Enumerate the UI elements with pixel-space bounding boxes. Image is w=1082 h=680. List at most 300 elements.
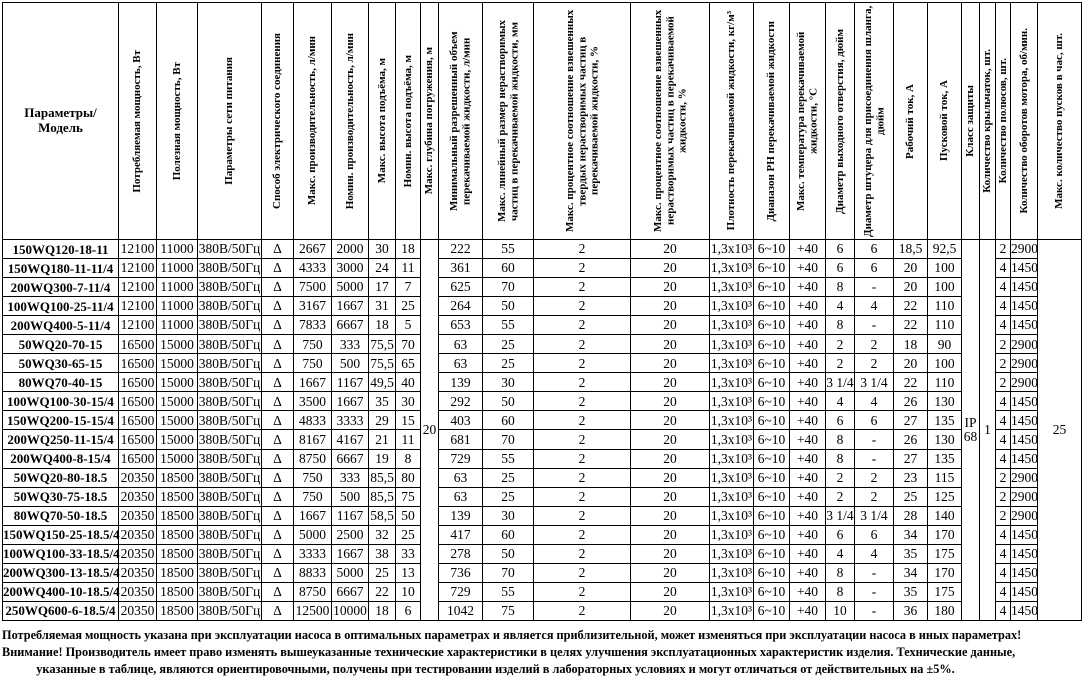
cell-i-start: 130 — [928, 392, 962, 411]
header-density: Плотность перекачиваемой жидкости, кг/м³ — [710, 3, 754, 240]
cell-outlet: 6 — [826, 259, 855, 278]
cell-poles: 4 — [996, 563, 1011, 582]
cell-model: 250WQ600-6-18.5/4 — [3, 601, 119, 620]
cell-solid-pct: 2 — [534, 335, 631, 354]
header-q-nom: Номин. производительность, л/мин — [332, 3, 369, 240]
header-starts: Макс. количество пусков в час, шт. — [1038, 3, 1082, 240]
cell-density: 1,3x10³ — [710, 430, 754, 449]
cell-h-max: 21 — [369, 430, 396, 449]
cell-ph: 6~10 — [754, 259, 790, 278]
cell-h-nom: 30 — [396, 392, 421, 411]
cell-supply: 380В/50Гц — [198, 544, 262, 563]
header-temp: Макс. температура перекачиваемой жидкости, °С — [790, 3, 826, 240]
cell-power-in: 12100 — [119, 316, 157, 335]
cell-particle: 75 — [483, 601, 534, 620]
cell-temp: +40 — [790, 601, 826, 620]
cell-min-volume: 139 — [439, 506, 483, 525]
cell-susp-pct: 20 — [631, 392, 710, 411]
cell-i-work: 26 — [894, 430, 928, 449]
cell-q-max: 1667 — [294, 373, 332, 392]
cell-h-max: 49,5 — [369, 373, 396, 392]
cell-supply: 380В/50Гц — [198, 373, 262, 392]
header-model: Параметры/ Модель — [3, 3, 119, 240]
cell-temp: +40 — [790, 316, 826, 335]
cell-q-max: 3500 — [294, 392, 332, 411]
cell-ph: 6~10 — [754, 487, 790, 506]
cell-h-max: 38 — [369, 544, 396, 563]
cell-hose: 4 — [855, 544, 894, 563]
cell-q-max: 8833 — [294, 563, 332, 582]
cell-susp-pct: 20 — [631, 297, 710, 316]
cell-model: 80WQ70-40-15 — [3, 373, 119, 392]
cell-impellers: 1 — [980, 240, 996, 621]
cell-temp: +40 — [790, 259, 826, 278]
header-supply: Параметры сети питания — [198, 3, 262, 240]
cell-min-volume: 681 — [439, 430, 483, 449]
cell-density: 1,3x10³ — [710, 563, 754, 582]
cell-power-in: 20350 — [119, 601, 157, 620]
cell-supply: 380В/50Гц — [198, 601, 262, 620]
cell-rpm: 2900 — [1011, 240, 1038, 259]
cell-h-max: 29 — [369, 411, 396, 430]
cell-i-work: 20 — [894, 259, 928, 278]
cell-ph: 6~10 — [754, 297, 790, 316]
cell-model: 200WQ400-8-15/4 — [3, 449, 119, 468]
cell-rpm: 2900 — [1011, 354, 1038, 373]
table-row — [3, 278, 1082, 297]
cell-min-volume: 625 — [439, 278, 483, 297]
cell-power-in: 20350 — [119, 582, 157, 601]
cell-connection: Δ — [262, 259, 294, 278]
cell-susp-pct: 20 — [631, 411, 710, 430]
cell-power-out: 11000 — [157, 316, 198, 335]
cell-rpm: 1450 — [1011, 392, 1038, 411]
cell-model: 150WQ150-25-18.5/4 — [3, 525, 119, 544]
cell-temp: +40 — [790, 525, 826, 544]
cell-poles: 4 — [996, 297, 1011, 316]
cell-outlet: 2 — [826, 468, 855, 487]
cell-hose: 2 — [855, 487, 894, 506]
cell-hose: 2 — [855, 468, 894, 487]
cell-h-nom: 70 — [396, 335, 421, 354]
cell-q-nom: 333 — [332, 468, 369, 487]
cell-ph: 6~10 — [754, 373, 790, 392]
cell-q-max: 3167 — [294, 297, 332, 316]
cell-q-nom: 6667 — [332, 449, 369, 468]
cell-h-nom: 8 — [396, 449, 421, 468]
cell-particle: 70 — [483, 563, 534, 582]
footnotes — [2, 627, 1022, 678]
cell-susp-pct: 20 — [631, 563, 710, 582]
cell-poles: 2 — [996, 354, 1011, 373]
cell-supply: 380В/50Гц — [198, 297, 262, 316]
table-row — [3, 487, 1082, 506]
cell-rpm: 2900 — [1011, 468, 1038, 487]
cell-power-in: 16500 — [119, 373, 157, 392]
power-note: Потребляемая мощность указана при эксплуатации насоса в оптимальных параметрах и является приблизительной, может изменяться при эксплуатации насоса в иных параметрах! — [2, 628, 1022, 642]
cell-i-start: 170 — [928, 525, 962, 544]
cell-supply: 380В/50Гц — [198, 468, 262, 487]
cell-i-work: 18 — [894, 335, 928, 354]
cell-h-max: 22 — [369, 582, 396, 601]
cell-i-work: 27 — [894, 449, 928, 468]
cell-q-max: 750 — [294, 468, 332, 487]
cell-min-volume: 653 — [439, 316, 483, 335]
table-row — [3, 544, 1082, 563]
cell-connection: Δ — [262, 506, 294, 525]
cell-connection: Δ — [262, 240, 294, 259]
cell-protection-class: IP 68 — [962, 240, 980, 621]
cell-power-out: 18500 — [157, 544, 198, 563]
cell-h-max: 25 — [369, 563, 396, 582]
cell-supply: 380В/50Гц — [198, 240, 262, 259]
cell-density: 1,3x10³ — [710, 373, 754, 392]
table-row — [3, 563, 1082, 582]
cell-outlet: 10 — [826, 601, 855, 620]
header-min-volume: Минимальный разрешенный объем перекачиваемой жидкости, л/мин — [439, 3, 483, 240]
cell-h-nom: 33 — [396, 544, 421, 563]
cell-density: 1,3x10³ — [710, 278, 754, 297]
cell-outlet: 8 — [826, 278, 855, 297]
cell-h-nom: 25 — [396, 525, 421, 544]
cell-connection: Δ — [262, 316, 294, 335]
cell-min-volume: 63 — [439, 335, 483, 354]
cell-poles: 4 — [996, 544, 1011, 563]
cell-q-nom: 5000 — [332, 563, 369, 582]
cell-temp: +40 — [790, 373, 826, 392]
cell-q-nom: 1667 — [332, 392, 369, 411]
cell-density: 1,3x10³ — [710, 354, 754, 373]
cell-i-work: 18,5 — [894, 240, 928, 259]
cell-h-max: 31 — [369, 297, 396, 316]
cell-power-in: 20350 — [119, 506, 157, 525]
cell-poles: 4 — [996, 449, 1011, 468]
cell-power-in: 12100 — [119, 278, 157, 297]
header-h-nom: Номин. высота подъёма, м — [396, 3, 421, 240]
cell-susp-pct: 20 — [631, 544, 710, 563]
cell-supply: 380В/50Гц — [198, 316, 262, 335]
cell-i-work: 35 — [894, 544, 928, 563]
cell-connection: Δ — [262, 601, 294, 620]
cell-rpm: 1450 — [1011, 278, 1038, 297]
cell-q-max: 4833 — [294, 411, 332, 430]
cell-connection: Δ — [262, 582, 294, 601]
cell-model: 200WQ400-10-18.5/4 — [3, 582, 119, 601]
cell-q-max: 1667 — [294, 506, 332, 525]
header-rpm: Количество оборотов мотора, об/мин. — [1011, 3, 1038, 240]
cell-particle: 55 — [483, 316, 534, 335]
cell-connection: Δ — [262, 525, 294, 544]
cell-q-max: 4333 — [294, 259, 332, 278]
cell-rpm: 1450 — [1011, 563, 1038, 582]
cell-rpm: 1450 — [1011, 430, 1038, 449]
cell-min-volume: 729 — [439, 582, 483, 601]
cell-outlet: 4 — [826, 392, 855, 411]
cell-i-work: 27 — [894, 411, 928, 430]
cell-particle: 55 — [483, 240, 534, 259]
cell-solid-pct: 2 — [534, 411, 631, 430]
cell-min-volume: 278 — [439, 544, 483, 563]
cell-i-start: 140 — [928, 506, 962, 525]
cell-connection: Δ — [262, 297, 294, 316]
cell-power-in: 16500 — [119, 411, 157, 430]
cell-temp: +40 — [790, 240, 826, 259]
header-max-depth: Макс. глубина погружения, м — [421, 3, 439, 240]
cell-i-start: 175 — [928, 544, 962, 563]
cell-density: 1,3x10³ — [710, 487, 754, 506]
cell-i-start: 92,5 — [928, 240, 962, 259]
cell-connection: Δ — [262, 373, 294, 392]
cell-power-out: 15000 — [157, 430, 198, 449]
header-solid-pct: Макс. процентное соотношение взвешенных твердых нерастворимых частиц в перекачиваемой жидкости, % — [534, 3, 631, 240]
cell-solid-pct: 2 — [534, 430, 631, 449]
cell-supply: 380В/50Гц — [198, 487, 262, 506]
cell-h-nom: 6 — [396, 601, 421, 620]
cell-particle: 25 — [483, 468, 534, 487]
cell-temp: +40 — [790, 544, 826, 563]
cell-q-nom: 4167 — [332, 430, 369, 449]
cell-temp: +40 — [790, 278, 826, 297]
table-row — [3, 582, 1082, 601]
cell-susp-pct: 20 — [631, 335, 710, 354]
cell-outlet: 6 — [826, 525, 855, 544]
cell-h-nom: 18 — [396, 240, 421, 259]
cell-i-work: 26 — [894, 392, 928, 411]
cell-q-max: 8167 — [294, 430, 332, 449]
cell-poles: 2 — [996, 373, 1011, 392]
cell-model: 50WQ30-65-15 — [3, 354, 119, 373]
cell-supply: 380В/50Гц — [198, 430, 262, 449]
cell-power-out: 15000 — [157, 392, 198, 411]
header-q-max: Макс. производительность, л/мин — [294, 3, 332, 240]
cell-model: 100WQ100-33-18.5/4 — [3, 544, 119, 563]
cell-solid-pct: 2 — [534, 297, 631, 316]
cell-model: 200WQ300-7-11/4 — [3, 278, 119, 297]
cell-q-nom: 6667 — [332, 316, 369, 335]
cell-min-volume: 222 — [439, 240, 483, 259]
cell-hose: 4 — [855, 392, 894, 411]
cell-ph: 6~10 — [754, 411, 790, 430]
cell-hose: 6 — [855, 411, 894, 430]
cell-connection: Δ — [262, 544, 294, 563]
cell-power-out: 11000 — [157, 259, 198, 278]
cell-density: 1,3x10³ — [710, 259, 754, 278]
cell-outlet: 2 — [826, 335, 855, 354]
warning-note: Внимание! Производитель имеет право изменять вышеуказанные технические характеристики в целях улучшения эксплуатационных характеристик изделия. Технические данные, — [2, 645, 1016, 659]
table-row — [3, 430, 1082, 449]
header-connection: Способ электрического соединения — [262, 3, 294, 240]
cell-particle: 25 — [483, 354, 534, 373]
cell-i-start: 170 — [928, 563, 962, 582]
cell-power-in: 20350 — [119, 525, 157, 544]
cell-max-depth: 20 — [421, 240, 439, 621]
cell-supply: 380В/50Гц — [198, 354, 262, 373]
cell-q-nom: 2000 — [332, 240, 369, 259]
cell-density: 1,3x10³ — [710, 449, 754, 468]
cell-density: 1,3x10³ — [710, 468, 754, 487]
cell-outlet: 2 — [826, 487, 855, 506]
header-i-work: Рабочий ток, А — [894, 3, 928, 240]
cell-q-nom: 3000 — [332, 259, 369, 278]
cell-susp-pct: 20 — [631, 468, 710, 487]
cell-min-volume: 729 — [439, 449, 483, 468]
cell-h-nom: 15 — [396, 411, 421, 430]
cell-model: 150WQ200-15-15/4 — [3, 411, 119, 430]
cell-rpm: 1450 — [1011, 316, 1038, 335]
cell-poles: 4 — [996, 582, 1011, 601]
cell-min-volume: 736 — [439, 563, 483, 582]
cell-ph: 6~10 — [754, 506, 790, 525]
cell-poles: 4 — [996, 411, 1011, 430]
cell-q-max: 8750 — [294, 449, 332, 468]
header-hose: Диаметр штуцера для присоединения шланга, дюйм — [855, 3, 894, 240]
cell-solid-pct: 2 — [534, 506, 631, 525]
cell-poles: 2 — [996, 468, 1011, 487]
cell-temp: +40 — [790, 506, 826, 525]
cell-connection: Δ — [262, 354, 294, 373]
cell-particle: 30 — [483, 506, 534, 525]
cell-temp: +40 — [790, 487, 826, 506]
cell-susp-pct: 20 — [631, 240, 710, 259]
cell-hose: 3 1/4 — [855, 373, 894, 392]
cell-density: 1,3x10³ — [710, 544, 754, 563]
cell-hose: - — [855, 449, 894, 468]
cell-outlet: 6 — [826, 411, 855, 430]
cell-h-max: 30 — [369, 240, 396, 259]
cell-i-start: 130 — [928, 430, 962, 449]
cell-h-nom: 7 — [396, 278, 421, 297]
cell-ph: 6~10 — [754, 582, 790, 601]
cell-power-out: 11000 — [157, 278, 198, 297]
cell-rpm: 1450 — [1011, 582, 1038, 601]
cell-connection: Δ — [262, 430, 294, 449]
cell-q-nom: 3333 — [332, 411, 369, 430]
cell-susp-pct: 20 — [631, 259, 710, 278]
cell-rpm: 1450 — [1011, 259, 1038, 278]
cell-solid-pct: 2 — [534, 316, 631, 335]
header-ph: Диапазон PH перекачиваемой жидкости — [754, 3, 790, 240]
cell-outlet: 8 — [826, 582, 855, 601]
cell-particle: 55 — [483, 582, 534, 601]
cell-i-work: 28 — [894, 506, 928, 525]
cell-solid-pct: 2 — [534, 392, 631, 411]
cell-ph: 6~10 — [754, 544, 790, 563]
cell-supply: 380В/50Гц — [198, 335, 262, 354]
cell-particle: 55 — [483, 449, 534, 468]
cell-solid-pct: 2 — [534, 525, 631, 544]
cell-rpm: 1450 — [1011, 449, 1038, 468]
cell-ph: 6~10 — [754, 430, 790, 449]
cell-power-out: 15000 — [157, 449, 198, 468]
cell-i-start: 110 — [928, 373, 962, 392]
cell-particle: 70 — [483, 430, 534, 449]
cell-particle: 50 — [483, 392, 534, 411]
accuracy-note: указанные в таблице, являются ориентировочными, получены при тестировании изделий в лабораторных условиях и могут отличаться от действительных на ±5%. — [36, 662, 955, 676]
cell-density: 1,3x10³ — [710, 392, 754, 411]
cell-particle: 60 — [483, 525, 534, 544]
cell-h-nom: 25 — [396, 297, 421, 316]
cell-model: 50WQ30-75-18.5 — [3, 487, 119, 506]
cell-rpm: 1450 — [1011, 411, 1038, 430]
table-row — [3, 468, 1082, 487]
cell-power-in: 16500 — [119, 335, 157, 354]
cell-h-max: 18 — [369, 316, 396, 335]
cell-density: 1,3x10³ — [710, 240, 754, 259]
cell-h-max: 19 — [369, 449, 396, 468]
cell-h-nom: 65 — [396, 354, 421, 373]
table-row — [3, 392, 1082, 411]
cell-density: 1,3x10³ — [710, 582, 754, 601]
table-row — [3, 373, 1082, 392]
cell-power-out: 18500 — [157, 582, 198, 601]
header-power-in: Потребляемая мощность, Вт — [119, 3, 157, 240]
cell-poles: 4 — [996, 430, 1011, 449]
cell-model: 100WQ100-30-15/4 — [3, 392, 119, 411]
cell-ph: 6~10 — [754, 525, 790, 544]
cell-hose: 6 — [855, 525, 894, 544]
cell-h-nom: 11 — [396, 430, 421, 449]
cell-power-out: 11000 — [157, 240, 198, 259]
cell-connection: Δ — [262, 449, 294, 468]
cell-power-out: 15000 — [157, 373, 198, 392]
table-row — [3, 506, 1082, 525]
cell-solid-pct: 2 — [534, 468, 631, 487]
cell-rpm: 1450 — [1011, 297, 1038, 316]
cell-outlet: 8 — [826, 563, 855, 582]
cell-q-max: 750 — [294, 354, 332, 373]
cell-hose: 2 — [855, 335, 894, 354]
cell-density: 1,3x10³ — [710, 335, 754, 354]
cell-h-max: 85,5 — [369, 487, 396, 506]
cell-min-volume: 264 — [439, 297, 483, 316]
cell-power-in: 16500 — [119, 392, 157, 411]
cell-density: 1,3x10³ — [710, 297, 754, 316]
cell-solid-pct: 2 — [534, 240, 631, 259]
header-outlet: Диаметр выходного отверстия, дюйм — [826, 3, 855, 240]
header-h-max: Макс. высота подъёма, м — [369, 3, 396, 240]
cell-particle: 60 — [483, 259, 534, 278]
table-row — [3, 259, 1082, 278]
cell-h-max: 35 — [369, 392, 396, 411]
table-row — [3, 240, 1082, 259]
cell-h-nom: 75 — [396, 487, 421, 506]
cell-h-nom: 11 — [396, 259, 421, 278]
cell-poles: 4 — [996, 259, 1011, 278]
cell-rpm: 1450 — [1011, 525, 1038, 544]
cell-min-volume: 403 — [439, 411, 483, 430]
cell-ph: 6~10 — [754, 392, 790, 411]
cell-solid-pct: 2 — [534, 601, 631, 620]
table-row — [3, 354, 1082, 373]
cell-temp: +40 — [790, 335, 826, 354]
cell-temp: +40 — [790, 354, 826, 373]
cell-min-volume: 63 — [439, 354, 483, 373]
cell-power-in: 16500 — [119, 449, 157, 468]
cell-ph: 6~10 — [754, 563, 790, 582]
cell-h-nom: 13 — [396, 563, 421, 582]
cell-solid-pct: 2 — [534, 487, 631, 506]
table-body — [3, 240, 1082, 621]
cell-i-start: 100 — [928, 259, 962, 278]
cell-solid-pct: 2 — [534, 449, 631, 468]
cell-power-in: 12100 — [119, 240, 157, 259]
cell-temp: +40 — [790, 297, 826, 316]
cell-density: 1,3x10³ — [710, 525, 754, 544]
cell-temp: +40 — [790, 582, 826, 601]
cell-hose: 4 — [855, 297, 894, 316]
cell-ph: 6~10 — [754, 316, 790, 335]
cell-q-max: 7833 — [294, 316, 332, 335]
